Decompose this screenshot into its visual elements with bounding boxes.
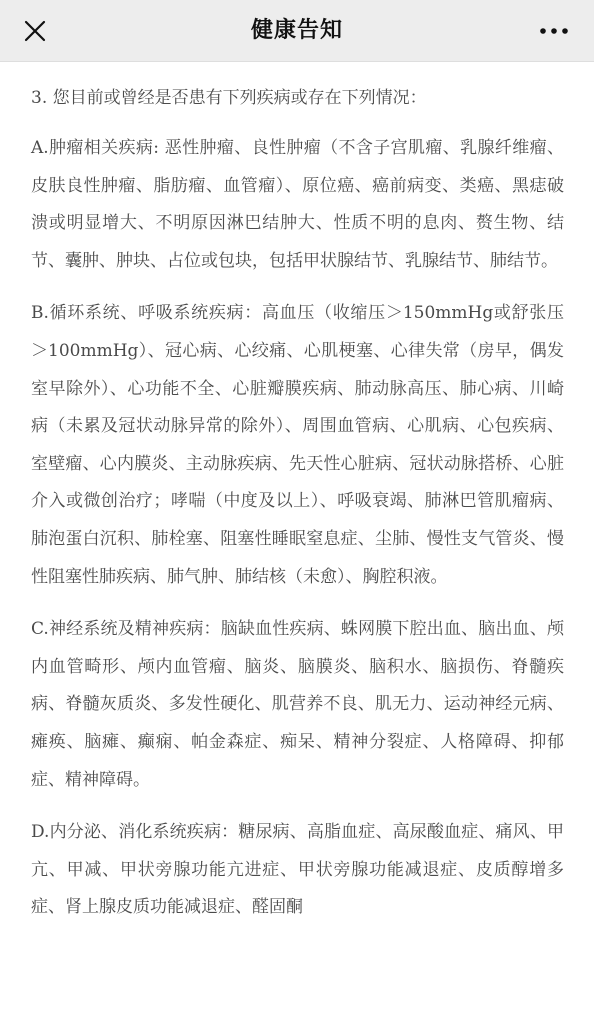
section-b-circulatory-respiratory: B.循环系统、呼吸系统疾病：高血压（收缩压＞150mmHg或舒张压＞100mmHg）、冠心病、心绞痛、心肌梗塞、心律失常（房早，偶发室早除外）、心功能不全、心脏瓣膜疾病、肺动脉高压、肺心病、川崎病（未累及冠状动脉异常的除外）、周围血管病、心肌病、心包疾病、室壁瘤、心内膜炎、主动脉疾病、先天性心脏病、冠状动脉搭桥、心脏介入或微创治疗；哮喘（中度及以上）、呼吸衰竭、肺淋巴管肌瘤病、肺泡蛋白沉积、肺栓塞、阻塞性睡眠窒息症、尘肺、慢性支气管炎、慢性阻塞性肺疾病、肺气肿、肺结核（未愈）、胸腔积液。 (31, 303, 564, 587)
section-d-endocrine-digestive: D.内分泌、消化系统疾病：糖尿病、高脂血症、高尿酸血症、痛风、甲亢、甲减、甲状旁腺功能亢进症、甲状旁腺功能减退症、皮质醇增多症、肾上腺皮质功能减退症、醛固酮 (31, 822, 564, 918)
health-notice-content (0, 62, 594, 927)
section-c-neurological-mental: C.神经系统及精神疾病：脑缺血性疾病、蛛网膜下腔出血、脑出血、颅内血管畸形、颅内血管瘤、脑炎、脑膜炎、脑积水、脑损伤、脊髓疾病、脊髓灰质炎、多发性硬化、肌营养不良、肌无力、运动神经元病、瘫痪、脑瘫、癫痫、帕金森症、痴呆、精神分裂症、人格障碍、抑郁症、精神障碍。 (31, 619, 564, 790)
close-icon[interactable] (20, 16, 50, 46)
navigation-bar (0, 0, 594, 62)
question-text: 3. 您目前或曾经是否患有下列疾病或存在下列情况： (31, 88, 427, 108)
page-title: 健康告知 (250, 18, 343, 43)
more-options-icon[interactable] (536, 18, 572, 44)
section-a-tumor: A.肿瘤相关疾病: 恶性肿瘤、良性肿瘤（不含子宫肌瘤、乳腺纤维瘤、皮肤良性肿瘤、脂肪瘤、血管瘤）、原位癌、癌前病变、类癌、黑痣破溃或明显增大、不明原因淋巴结肿大、性质不明的息肉、赘生物、结节、囊肿、肿块、占位或包块，包括甲状腺结节、乳腺结节、肺结节。 (31, 138, 564, 271)
